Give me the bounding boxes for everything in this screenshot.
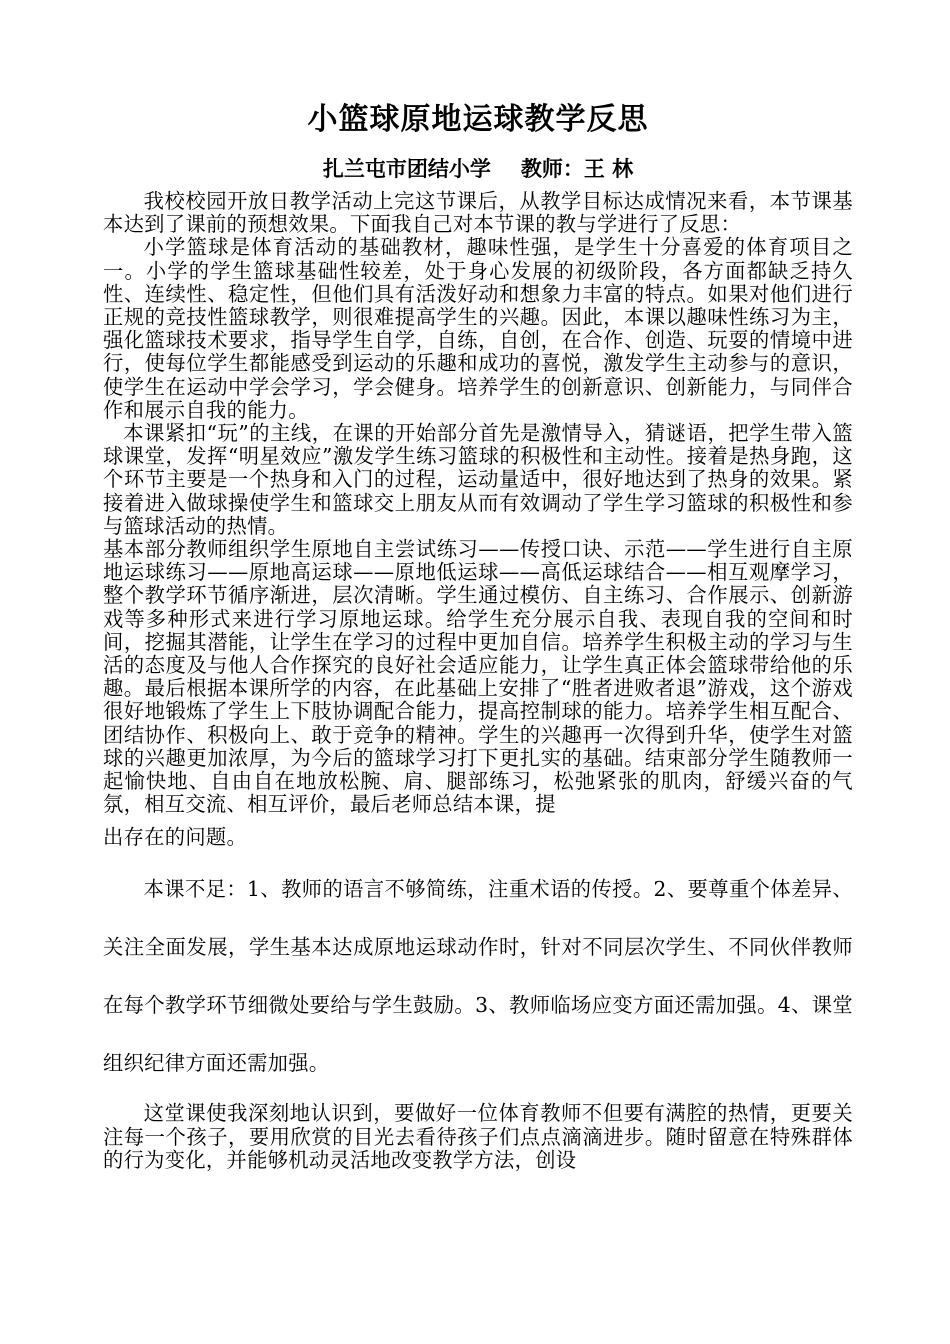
paragraph-main-part: 基本部分教师组织学生原地自主尝试练习——传授口诀、示范——学生进行自主原地运球练习——原地高运球——原地低运球——高低运球结合——相互观摩学习，整个教学环节循序渐进，层次清晰。学生通过模仿、自主练习、合作展示、创新游戏等多种形式来进行学习原地运球。给学生充分展示自我、表现自我的空间和时间，挖掘其潜能，让学生在学习的过程中更加自信。培养学生积极主动的学习与生活的态度及与他人合作探究的良好社会适应能力，让学生真正体会篮球带给他的乐趣。最后根据本课所学的内容，在此基础上安排了“胜者进败者退”游戏，这个游戏很好地锻炼了学生上下肢协调配合能力，提高控制球的能力。培养学生相互配合、团结协作、积极向上、敢于竞争的精神。学生的兴趣再一次得到升华，使学生对篮球的兴趣更加浓厚，为今后的篮球学习打下更扎实的基础。结束部分学生随教师一起愉快地、自由自在地放松腕、肩、腿部练习，松弛紧张的肌肉，舒缓兴奋的气氛，相互交流、相互评价，最后老师总结本课，提 (103, 537, 853, 817)
paragraph-main-part-end: 出存在的问题。 (103, 825, 248, 850)
document-page (103, 100, 853, 1172)
document-title: 小篮球原地运球教学反思 (307, 102, 649, 137)
paragraph-intro: 我校校园开放日教学活动上完这节课后，从教学目标达成情况来看，本节课基本达到了课前的预想效果。下面我自己对本节课的教与学进行了反思： (103, 189, 853, 237)
paragraph-background: 小学篮球是体育活动的基础教材，趣味性强，是学生十分喜爱的体育项目之一。小学的学生篮球基础性较差，处于身心发展的初级阶段，各方面都缺乏持久性、连续性、稳定性，但他们具有活泼好动和想象力丰富的特点。如果对他们进行正规的竞技性篮球教学，则很难提高学生的兴趣。因此，本课以趣味性练习为主，强化篮球技术要求，指导学生自学，自练，自创，在合作、创造、玩耍的情境中进行，使每位学生都能感受到运动的乐趣和成功的喜悦，激发学生主动参与的意识，使学生在运动中学会学习，学会健身。培养学生的创新意识、创新能力，与同伴合作和展示自我的能力。 (103, 235, 853, 422)
author-line (103, 154, 853, 184)
paragraph-conclusion: 这堂课使我深刻地认识到，要做好一位体育教师不但要有满腔的热情，更要关注每一个孩子，要用欣赏的目光去看待孩子们点点滴滴进步。随时留意在特殊群体的行为变化，并能够机动灵活地改变教学方法，创设 (103, 1101, 853, 1172)
school-name: 扎兰屯市团结小学 (322, 156, 491, 181)
paragraph-opening: 本课紧扣“玩”的主线，在课的开始部分首先是激情导入，猜谜语，把学生带入篮球课堂，发挥“明星效应”激发学生练习篮球的积极性和主动性。接着是热身跑，这个环节主要是一个热身和入门的过程，运动量适中，很好地达到了热身的效果。紧接着进入做球操使学生和篮球交上朋友从而有效调动了学生学习篮球的积极性和参与篮球活动的热情。 (103, 421, 853, 538)
teacher-name: 教师：王 林 (520, 156, 634, 181)
paragraph-shortcomings: 本课不足：1、教师的语言不够简练，注重术语的传授。2、要尊重个体差异、关注全面发展，学生基本达成原地运球动作时，针对不同层次学生、不同伙伴教师在每个教学环节细微处要给与学生鼓励。3、教师临场应变方面还需加强。4、课堂组织纪律方面还需加强。 (103, 877, 853, 1076)
